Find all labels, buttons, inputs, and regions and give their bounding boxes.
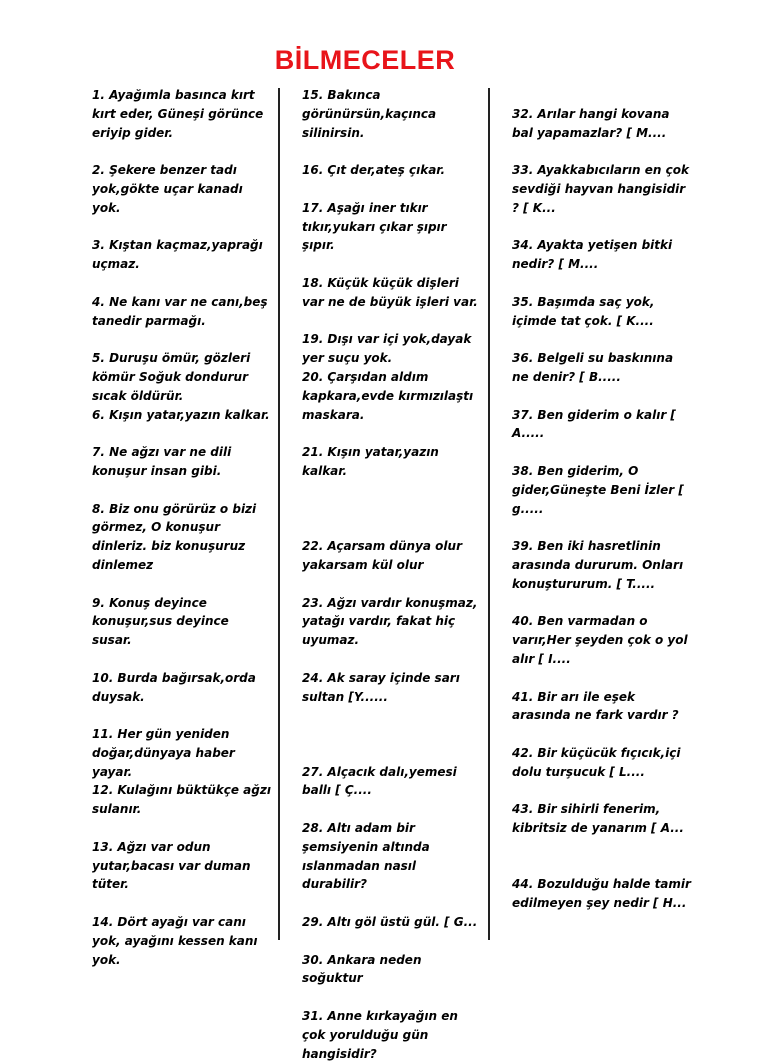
riddle-35: 35. Başımda saç yok, içimde tat çok. [ K.... [512,294,655,328]
riddle-7: 7. Ne ağzı var ne dili konuşur insan gibi. [92,445,232,478]
riddle-21: 21. Kışın yatar,yazın kalkar. [302,445,439,478]
riddle-41: 41. Bir arı ile eşek arasında ne fark vardır ? [512,689,679,723]
page-title: BİLMECELER [274,45,456,75]
riddle-3: 3. Kıştan kaçmaz,yaprağı uçmaz. [92,238,263,272]
riddle-6: 6. Kışın yatar,yazın kalkar. [92,407,270,422]
riddle-24: 24. Ak saray içinde sarı sultan [Y...... [302,670,460,704]
riddle-28: 28. Altı adam bir şemsiyenin altında ıslanmadan nasıl durabilir? [302,821,430,892]
riddle-column-1 [92,86,272,969]
riddle-13: 13. Ağzı var odun yutar,bacası var duman tüter. [92,839,251,892]
riddle-17: 17. Aşağı iner tıkır tıkır,yukarı çıkar şıpır şıpır. [302,200,447,253]
riddle-18: 18. Küçük küçük dişleri var ne de büyük işleri var. [302,275,478,309]
riddle-38: 38. Ben giderim, O gider,Güneşte Beni İzler [ g..... [512,463,684,516]
riddle-20: 20. Çarşıdan aldım kapkara,evde kırmızılaştı maskara. [302,369,474,422]
riddle-29: 29. Altı göl üstü gül. [ G... [302,915,478,930]
column-divider-right [488,88,490,940]
riddle-12: 12. Kulağını büktükçe ağzı sulanır. [92,783,271,817]
riddle-2: 2. Şekere benzer tadı yok,gökte uçar kanadı yok. [92,163,243,215]
riddle-22: 22. Açarsam dünya olur yakarsam kül olur [302,539,462,572]
riddle-column-2 [302,86,480,1063]
column-divider-left [278,88,280,940]
riddle-33: 33. Ayakkabıcıların en çok sevdiği hayvan hangisidir ? [ K... [512,163,689,215]
riddle-4: 4. Ne kanı var ne canı,beş tanedir parmağı. [92,294,268,328]
riddle-11: 11. Her gün yeniden doğar,dünyaya haber yayar. [92,727,235,779]
riddle-16: 16. Çıt der,ateş çıkar. [302,163,446,178]
riddle-43: 43. Bir sihirli fenerim, kibritsiz de yanarım [ A... [512,802,684,836]
riddle-23: 23. Ağzı vardır konuşmaz, yatağı vardır, fakat hiç uyumaz. [302,595,478,648]
riddle-44: 44. Bozulduğu halde tamir edilmeyen şey nedir [ H... [512,877,691,911]
riddle-37: 37. Ben giderim o kalır [ A..... [512,407,676,441]
riddle-10: 10. Burda bağırsak,orda duysak. [92,670,256,704]
riddle-9: 9. Konuş deyince konuşur,sus deyince susar. [92,595,229,648]
riddle-36: 36. Belgeli su baskınına ne denir? [ B..... [512,351,674,384]
riddle-19: 19. Dışı var içi yok,dayak yer suçu yok. [302,332,472,366]
riddle-5: 5. Duruşu ömür, gözleri kömür Soğuk dondurur sıcak öldürür. [92,351,251,403]
riddle-34: 34. Ayakta yetişen bitki nedir? [ M.... [512,238,673,272]
riddle-1: 1. Ayağımla basınca kırt kırt eder, Güneşi görünce eriyip gider. [92,88,264,140]
riddle-column-3 [512,86,692,913]
riddle-14: 14. Dört ayağı var canı yok, ayağını kessen kanı yok. [92,915,258,967]
riddle-40: 40. Ben varmadan o varır,Her şeyden çok o yol alır [ I.... [512,614,688,666]
riddle-31: 31. Anne kırkayağın en çok yorulduğu gün hangisidir? [302,1009,458,1061]
riddle-8: 8. Biz onu görürüz o bizi görmez, O konuşur dinleriz. biz konuşuruz dinlemez [92,501,257,572]
riddle-15: 15. Bakınca görünürsün,kaçınca silinirsin. [302,88,437,140]
riddle-39: 39. Ben iki hasretlinin arasında dururum. Onları konuştururum. [ T..... [512,539,684,591]
riddle-27: 27. Alçacık dalı,yemesi ballı [ Ç.... [302,764,457,798]
riddle-32: 32. Arılar hangi kovana bal yapamazlar? [ M.... [512,106,670,140]
riddle-30: 30. Ankara neden soğuktur [302,952,422,986]
riddle-42: 42. Bir küçücük fıçıcık,içi dolu turşucuk [ L.... [512,745,681,779]
